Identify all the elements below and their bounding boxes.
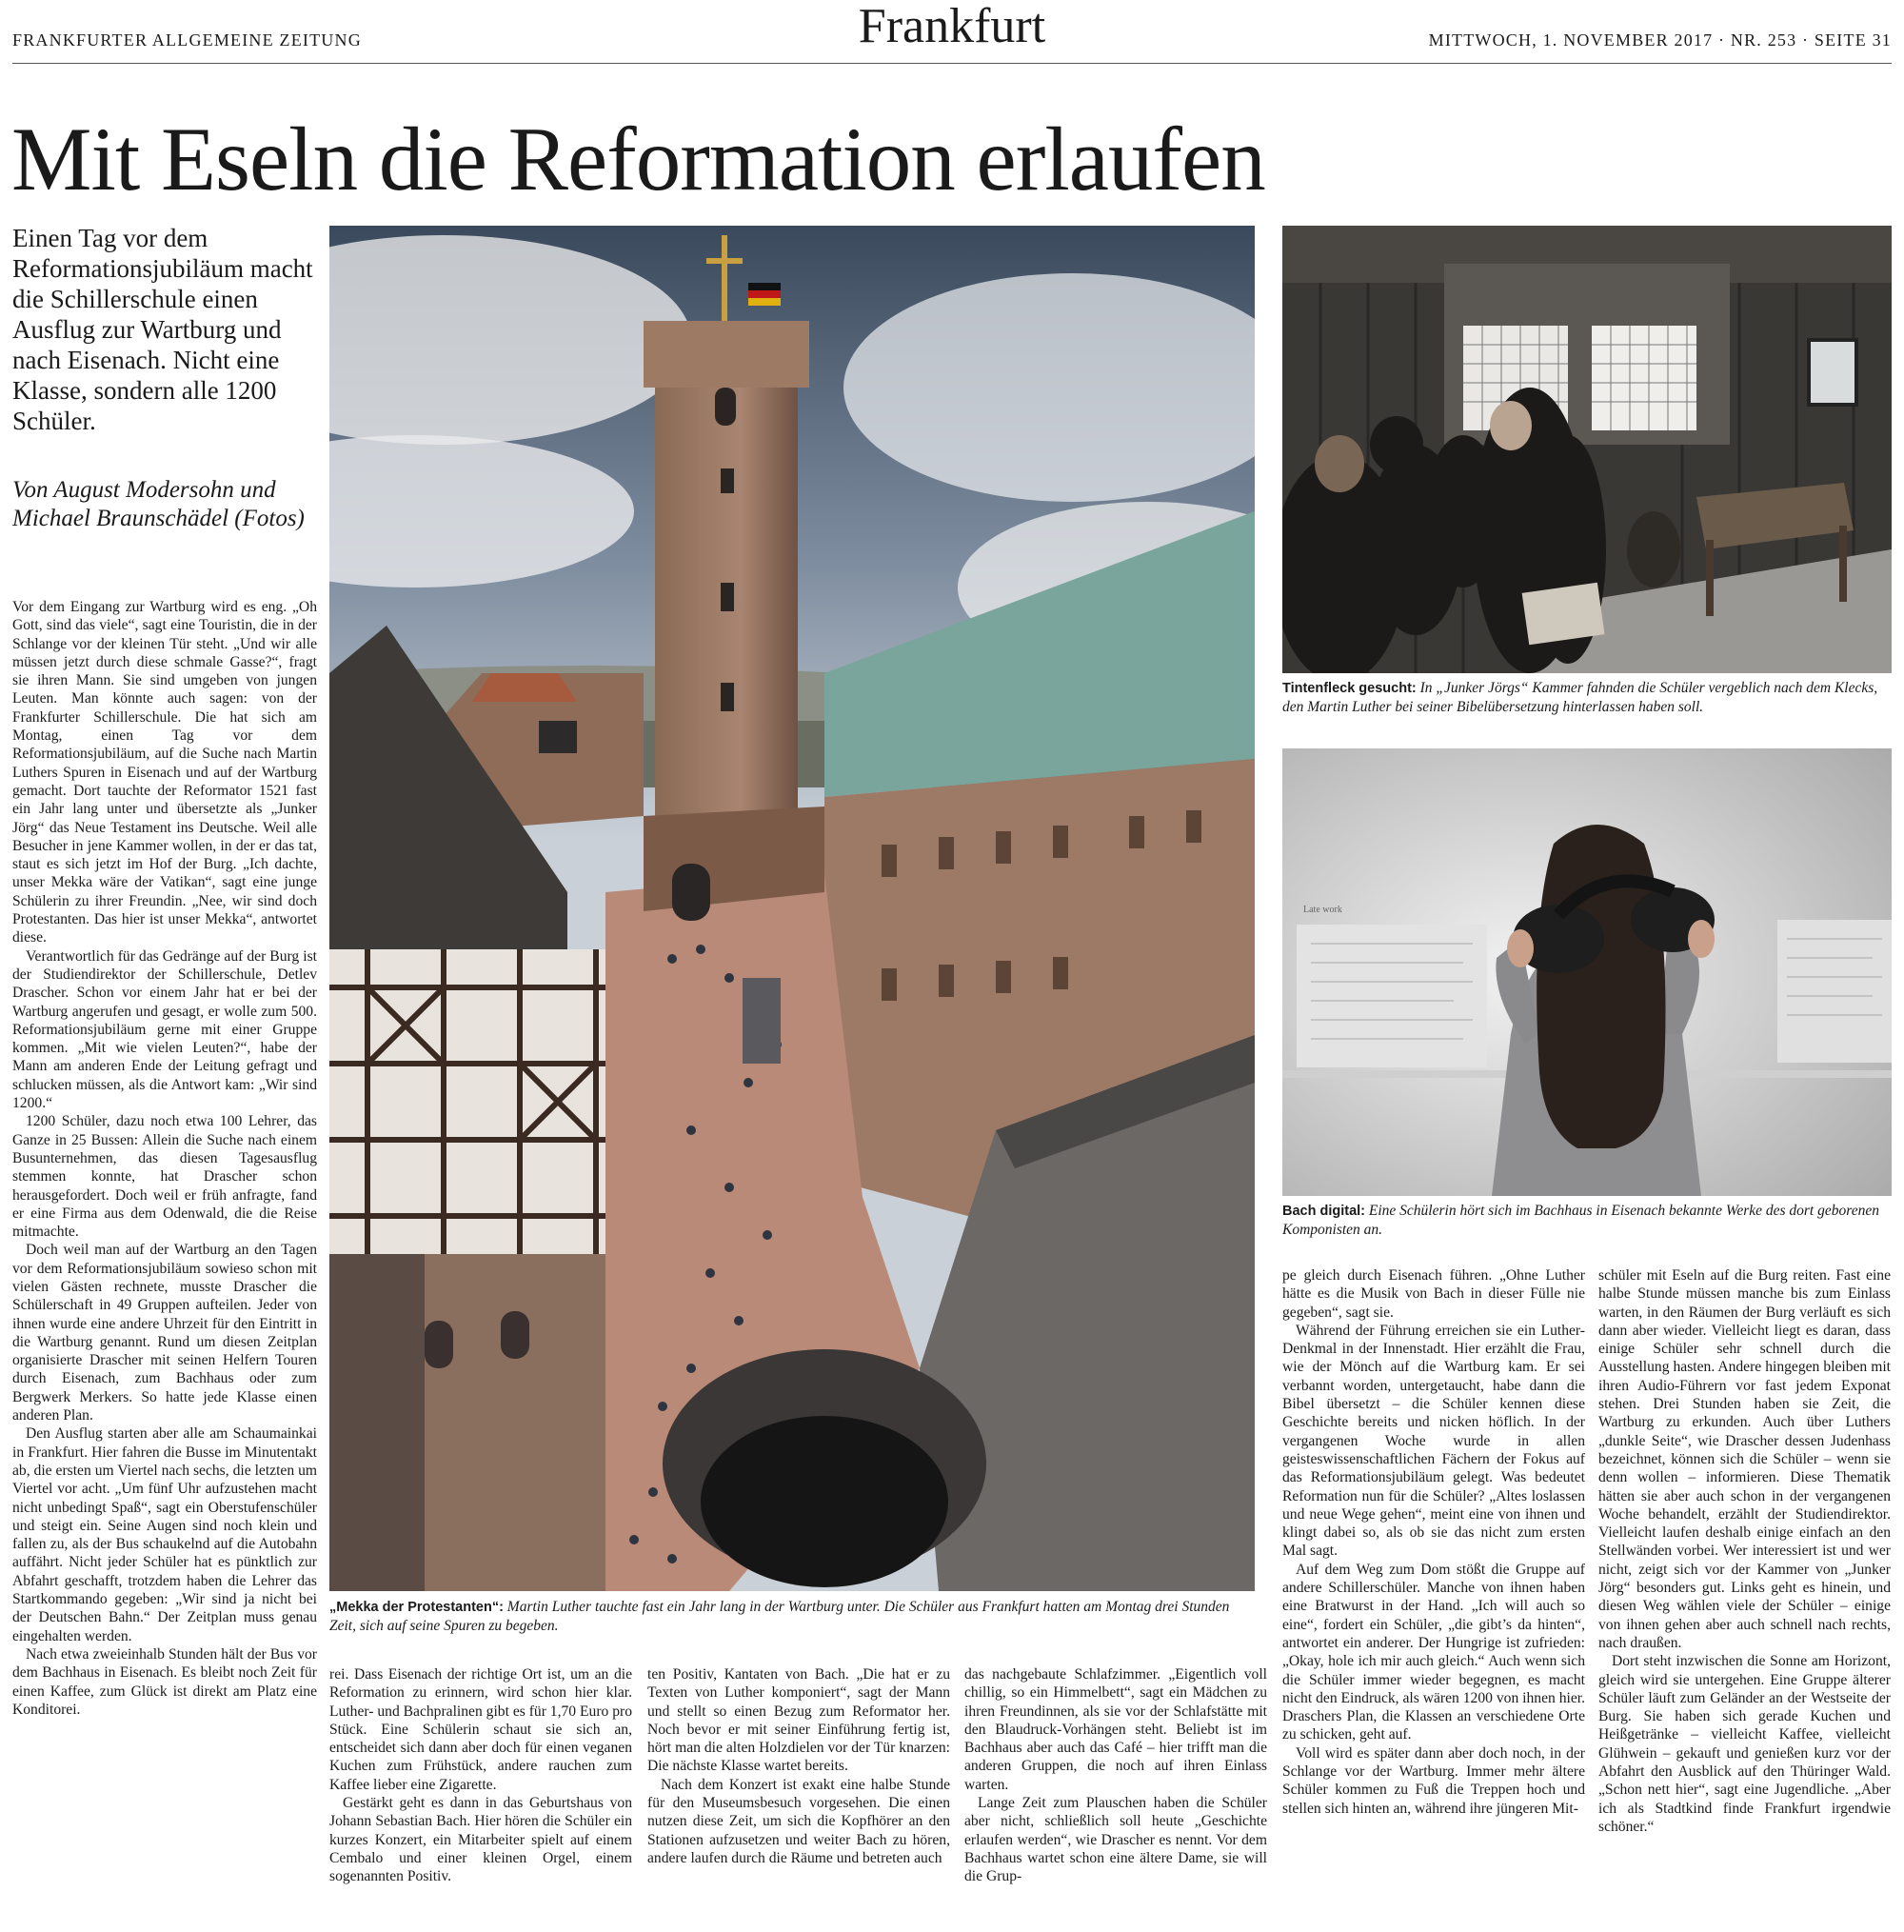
article-column-5: [1282, 1266, 1585, 1925]
bachhaus-headphones-photo: [1282, 748, 1892, 1196]
caption-text: Eine Schülerin hört sich im Bachhaus in Eisenach bekannte Werke des dort geborenen Komponisten an.: [1282, 1203, 1879, 1238]
caption-lead: Bach digital:: [1282, 1204, 1366, 1219]
caption-text: Martin Luther tauchte fast ein Jahr lang in der Wartburg unter. Die Schüler aus Frankfurt hatten am Montag drei Stunden Zeit, sich auf seine Spuren zu begeben.: [329, 1599, 1230, 1634]
paragraph: schüler mit Eseln auf die Burg reiten. Fast eine halbe Stunde müssen manche bis zum Einlass warten, in den Räumen der Burg verläuft es sich dann aber wieder. Vielleicht liegt es daran, dass einige Schüler sehr schnell durch die Ausstellung hasten. Andere hingegen bleiben mit ihren Audio-Führern vor fast jedem Exponat stehen. Drei Stunden haben sie Zeit, die Wartburg zu erkunden. Auch über Luthers „dunkle Seite“, wie Drascher dessen Judenhass bezeichnet, können sich die Schüler – wenn sie denn wollen – informieren. Diese Thematik hätten sie aber auch schon in der vergangenen Woche behandelt, erzählt der Studiendirektor. Vielleicht laufen deshalb einige einfach an den Stellwänden vorbei. Wer interessiert ist und wer nicht, zeigt sich vor der Kammer von „Junker Jörg“ besonders gut. Links geht es hinein, und diesen Weg wählen viele der Schüler – einige von ihnen gehen aber auch schnell nach rechts, nach draußen.: [1598, 1267, 1891, 1651]
exhibit-label: Late work: [1303, 905, 1342, 915]
masthead-rule: [12, 63, 1892, 64]
caption-lead: „Mekka der Protestanten“:: [329, 1600, 504, 1615]
newspaper-name: FRANKFURTER ALLGEMEINE ZEITUNG: [12, 30, 362, 50]
paragraph: rei. Dass Eisenach der richtige Ort ist, um an die Reformation zu erinnern, wird schon hier klar. Luther- und Bachpralinen gibt es für 1,70 Euro pro Stück. Eine Schülerin schaut sie sich an, entscheidet sich dann aber doch für einen veganen Kuchen zum Frühstück, andere rauchen zum Kaffee lieber eine Zigarette.: [329, 1666, 632, 1793]
article-column-6: [1598, 1266, 1891, 1925]
article-column-1: [12, 598, 317, 1923]
article-headline: Mit Eseln die Reformation erlaufen: [11, 109, 1265, 209]
paragraph: das nachgebaute Schlafzimmer. „Eigentlich voll chillig, so ein Himmelbett“, sagt ein Mädchen zu ihren Freundinnen, als sie vor der Schlafstätte mit den Blaudruck-Vorhängen steht. Beliebt ist im Bachhaus aber auch das Café – hier trifft man die anderen Gruppen, die noch auf ihren Einlass warten.: [964, 1666, 1267, 1793]
paragraph: Den Ausflug starten aber alle am Schaumainkai in Frankfurt. Hier fahren die Busse im Minutentakt ab, die ersten um Viertel nach sechs, die letzten um Viertel vor acht. „Um fünf Uhr aufzustehen macht nicht unbedingt Spaß“, sagt ein Oberstufenschüler und steigt ein. Seine Augen sind noch klein und fallen zu, als der Bus schaukelnd auf die Autobahn auffährt. Nicht jeder Schüler hat es pünktlich zur Abfahrt geschafft, trotzdem haben die Lehrer das Startkommando gegeben: „Wir sind ja nicht bei der Deutschen Bahn.“ Der Zeitplan muss genau eingehalten werden.: [12, 1425, 317, 1644]
paragraph: Vor dem Eingang zur Wartburg wird es eng. „Oh Gott, sind das viele“, sagt eine Touristin, die in der Schlange vor der kleinen Tür steht. „Und wir alle müssen jetzt durch diese schmale Gasse?“, fragt sie ihren Mann. Sie sind umgeben von jungen Leuten. Man könnte auch sagen: von der Frankfurter Schillerschule. Die hat sich am Montag, einen Tag vor dem Reformationsjubiläum, auf die Suche nach Martin Luthers Spuren in Eisenach und auf der Wartburg gemacht. Dort tauchte der Reformator 1521 fast ein Jahr lang unter und übersetzte als „Junker Jörg“ das Neue Testament ins Deutsche. Weil alle Besucher in jene Kammer wollen, in der er das tat, staut es sich jetzt im Hof der Burg. „Ich dachte, unser Mekka wäre der Vatikan“, sagt eine junge Schülerin zu ihrer Freundin. „Nee, wir sind doch Protestanten. Das hier ist unser Mekka“, antwortet diese.: [12, 599, 317, 946]
paragraph: Doch weil man auf der Wartburg an den Tagen vor dem Reformationsjubiläum sowieso schon mit vielen Gästen rechnete, musste Drascher die Schülerschaft in 49 Gruppen aufteilen. Jeder von ihnen wurde eine andere Uhrzeit für den Eintritt in die Wartburg genannt. Rund um diesen Zeitplan organisierte Drascher mit seinen Helfern Touren durch Eisenach, zum Bachhaus oder zum Bergwerk Merkers. So hatte jede Klasse einen anderen Plan.: [12, 1242, 317, 1424]
caption-junker-joerg-photo: [1282, 679, 1892, 717]
paragraph: 1200 Schüler, dazu noch etwa 100 Lehrer, das Ganze in 25 Bussen: Allein die Suche nach einem Busunternehmen, das diesen Tagesausflug stemmen konnte, hat Drascher schon herausgefordert. Doch weil er früh anfragte, fand er eine Firma aus dem Odenwald, die die Reise mitmachte.: [12, 1113, 317, 1241]
caption-lead: Tintenfleck gesucht:: [1282, 681, 1417, 696]
wartburg-courtyard-photo: [329, 226, 1255, 1591]
dateline: MITTWOCH, 1. NOVEMBER 2017 · NR. 253 · SEITE 31: [1428, 30, 1892, 50]
paragraph: pe gleich durch Eisenach führen. „Ohne Luther hätte es die Musik von Bach in dieser Fülle nie gegeben“, sagt sie.: [1282, 1267, 1585, 1321]
article-column-2: [329, 1665, 632, 1924]
article-column-4: [964, 1665, 1267, 1924]
paragraph: Während der Führung erreichen sie ein Luther-Denkmal in der Innenstadt. Hier erzählt die Frau, wie der Mönch auf die Wartburg kam. Er sei verbannt worden, untergetaucht, habe dann die Bibel übersetzt – die Schüler kennen diese Geschichte bereits und nicken höflich. In der vergangenen Woche wurde in allen geisteswissenschaftlichen Fächern der Fokus auf das Reformationsjubiläum gelegt. Was bedeutet Reformation nun für die Schüler? „Altes loslassen und neue Wege gehen“, meint eine von ihnen und klingt dabei so, als ob sie das nicht zum ersten Mal sagt.: [1282, 1322, 1585, 1560]
paragraph: Verantwortlich für das Gedränge auf der Burg ist der Studiendirektor der Schillerschule, Detlev Drascher. Schon vor einem Jahr hat er bei der Wartburg angerufen und gesagt, er wolle zum 500. Reformationsjubiläum gerne mit einer Gruppe kommen. „Mit wie vielen Leuten?“, habe der Mann am anderen Ende der Leitung gefragt und schlucken müssen, als die Antwort kam: „Wir sind 1200.“: [12, 947, 317, 1112]
junker-joerg-room-photo: [1282, 226, 1892, 673]
article-byline: Von August Modersohn und Michael Braunschädel (Fotos): [12, 477, 305, 531]
paragraph: Nach dem Konzert ist exakt eine halbe Stunde für den Museumsbesuch vorgesehen. Die einen nutzen diese Zeit, um sich die Kopfhörer an den Stationen aufzusetzen und weiter Bach zu hören, andere laufen durch die Räume und betreten auch: [647, 1776, 950, 1866]
caption-bachhaus-photo: [1282, 1202, 1892, 1240]
paragraph: Lange Zeit zum Plauschen haben die Schüler aber nicht, schließlich soll heute „Geschichte erlaufen werden“, wie Drascher es nennt. Vor dem Bachhaus wartet schon eine ältere Dame, sie will die Grup-: [964, 1795, 1267, 1885]
paragraph: Nach etwa zweieinhalb Stunden hält der Bus vor dem Bachhaus in Eisenach. Es bleibt noch Zeit für einen Kaffee, zum Glück ist direkt am Platz eine Konditorei.: [12, 1645, 317, 1718]
paragraph: Dort steht inzwischen die Sonne am Horizont, gleich wird sie untergehen. Eine Gruppe älterer Schüler läuft zum Geländer an der Westseite der Burg. Sie haben sich gerade Kuchen und Heißgetränke – vielleicht Kaffee, vielleicht Glühwein – gekauft und genießen kurz vor der Abfahrt den Ausblick auf den Thüringer Wald. „Schon nett hier“, sagt eine Jugendliche. „Aber ich als Stadtkind finde Frankfurt irgendwie schöner.“: [1598, 1653, 1891, 1835]
article-column-3: [647, 1665, 950, 1924]
paragraph: ten Positiv, Kantaten von Bach. „Die hat er zu Texten von Luther komponiert“, sagt der Mann und stellt so einen Bezug zum Reformator her. Noch bevor er mit seiner Einführung fertig ist, hört man die alten Holzdielen vor der Tür knarzen: Die nächste Klasse wartet bereits.: [647, 1666, 950, 1775]
caption-text: In „Junker Jörgs“ Kammer fahnden die Schüler vergeblich nach dem Klecks, den Martin Luther bei seiner Bibelübersetzung hinterlassen haben soll.: [1282, 680, 1878, 715]
article-deck: Einen Tag vor dem Reformationsjubiläum macht die Schillerschule einen Ausflug zur Wartburg und nach Eisenach. Nicht eine Klasse, sondern alle 1200 Schüler.: [12, 224, 313, 435]
section-title: Frankfurt: [858, 0, 1046, 53]
caption-wartburg-photo: [329, 1598, 1243, 1636]
paragraph: Gestärkt geht es dann in das Geburtshaus von Johann Sebastian Bach. Hier hören die Schüler ein kurzes Konzert, ein Mitarbeiter spielt auf einem Cembalo und einer kleinen Orgel, einem sogenannten Positiv.: [329, 1795, 632, 1885]
paragraph: Voll wird es später dann aber doch noch, in der Schlange vor der Wartburg. Immer mehr ältere Schüler kommen zu Fuß die Treppen hoch und stellen sich hinten an, während ihre jüngeren Mit-: [1282, 1744, 1585, 1817]
paragraph: Auf dem Weg zum Dom stößt die Gruppe auf andere Schillerschüler. Manche von ihnen haben eine Bratwurst in der Hand. „Ich will auch so eine“, fordert ein Schüler, „die gibt’s da hinten“, antwortet ein anderer. Der Hungrige ist zufrieden: „Okay, hole ich mir auch gleich.“ Auch wenn sich die Schüler immer wieder begegnen, es macht nicht den Eindruck, als wären 1200 von ihnen hier. Draschers Plan, die Klassen an verschiedene Orte zu schicken, geht auf.: [1282, 1561, 1585, 1743]
